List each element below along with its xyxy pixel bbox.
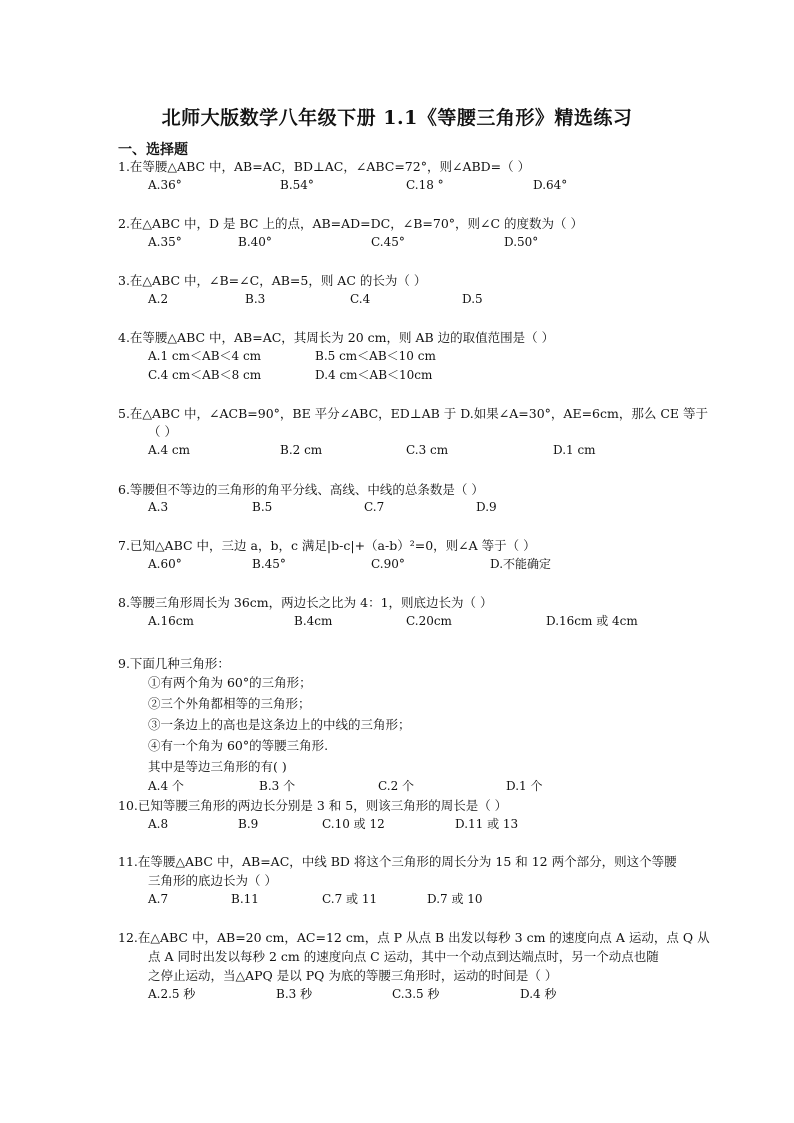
q7-option-a: A.60° xyxy=(148,557,182,571)
question-1: 1.在等腰△ABC 中，AB=AC，BD⊥AC，∠ABC=72°，则∠ABD=（ ） xyxy=(118,159,531,174)
q8-option-d: D.16cm 或 4cm xyxy=(546,614,638,628)
q12-option-b: B.3 秒 xyxy=(276,987,313,1001)
q9-statement-4: ④有一个角为 60°的等腰三角形. xyxy=(148,738,329,753)
section-heading: 一、选择题 xyxy=(118,142,188,158)
q9-option-b: B.3 个 xyxy=(259,779,296,793)
q8-option-c: C.20cm xyxy=(406,614,452,628)
q1-option-b: B.54° xyxy=(280,178,314,192)
q3-option-c: C.4 xyxy=(350,292,371,306)
q10-option-d: D.11 或 13 xyxy=(455,817,519,831)
question-12: 12.在△ABC 中，AB=20 cm，AC=12 cm，点 P 从点 B 出发以每秒 3 cm 的速度向点 A 运动，点 Q 从 xyxy=(118,930,710,945)
question-2: 2.在△ABC 中，D 是 BC 上的点，AB=AD=DC，∠B=70°，则∠C 的度数为（ ） xyxy=(118,216,584,231)
q5-option-a: A.4 cm xyxy=(148,443,191,457)
question-12-cont-1: 点 A 同时出发以每秒 2 cm 的速度向点 C 运动，其中一个动点到达端点时，另一个动点也随 xyxy=(148,949,659,964)
q8-option-a: A.16cm xyxy=(148,614,194,628)
q5-option-b: B.2 cm xyxy=(280,443,323,457)
q9-statement-1: ①有两个角为 60°的三角形； xyxy=(148,675,312,690)
q11-option-c: C.7 或 11 xyxy=(322,892,378,906)
q6-option-b: B.5 xyxy=(252,500,273,514)
q7-option-d: D.不能确定 xyxy=(490,557,552,571)
q10-option-c: C.10 或 12 xyxy=(322,817,385,831)
question-10: 10.已知等腰三角形的两边长分别是 3 和 5，则该三角形的周长是（ ） xyxy=(118,798,508,813)
q4-option-a: A.1 cm＜AB＜4 cm xyxy=(148,349,262,363)
q4-option-c: C.4 cm＜AB＜8 cm xyxy=(148,368,262,382)
q11-option-a: A.7 xyxy=(148,892,169,906)
q7-option-b: B.45° xyxy=(252,557,286,571)
q3-option-b: B.3 xyxy=(245,292,266,306)
q1-option-c: C.18 ° xyxy=(406,178,444,192)
question-12-cont-2: 之停止运动，当△APQ 是以 PQ 为底的等腰三角形时，运动的时间是（ ） xyxy=(148,968,558,983)
q8-option-b: B.4cm xyxy=(294,614,333,628)
q2-option-a: A.35° xyxy=(148,235,182,249)
q9-prompt: 其中是等边三角形的有( ) xyxy=(148,759,287,774)
q10-option-b: B.9 xyxy=(238,817,259,831)
question-5: 5.在△ABC 中，∠ACB=90°，BE 平分∠ABC，ED⊥AB 于 D.如果∠A=30°，AE=6cm，那么 CE 等于 xyxy=(118,406,708,421)
q1-option-a: A.36° xyxy=(148,178,182,192)
q6-option-d: D.9 xyxy=(476,500,497,514)
q9-statement-3: ③一条边上的高也是这条边上的中线的三角形； xyxy=(148,717,411,732)
question-7: 7.已知△ABC 中，三边 a，b，c 满足|b-c|+（a-b）²=0，则∠A 等于（ ） xyxy=(118,538,536,553)
question-11-cont: 三角形的底边长为（ ） xyxy=(148,873,277,888)
q11-option-b: B.11 xyxy=(231,892,259,906)
q3-option-a: A.2 xyxy=(148,292,169,306)
q9-statement-2: ②三个外角都相等的三角形； xyxy=(148,696,311,711)
q5-option-d: D.1 cm xyxy=(553,443,596,457)
q1-option-d: D.64° xyxy=(533,178,568,192)
q12-option-d: D.4 秒 xyxy=(520,987,557,1001)
q2-option-b: B.40° xyxy=(238,235,272,249)
q9-option-c: C.2 个 xyxy=(378,779,415,793)
q12-option-c: C.3.5 秒 xyxy=(392,987,440,1001)
q4-option-d: D.4 cm＜AB＜10cm xyxy=(315,368,433,382)
q5-option-c: C.3 cm xyxy=(406,443,449,457)
q2-option-d: D.50° xyxy=(504,235,539,249)
q2-option-c: C.45° xyxy=(371,235,405,249)
q11-option-d: D.7 或 10 xyxy=(427,892,483,906)
question-6: 6.等腰但不等边的三角形的角平分线、高线、中线的总条数是（ ） xyxy=(118,482,484,497)
question-4: 4.在等腰△ABC 中，AB=AC，其周长为 20 cm，则 AB 边的取值范围是（ ） xyxy=(118,330,555,345)
q6-option-c: C.7 xyxy=(364,500,385,514)
question-8: 8.等腰三角形周长为 36cm，两边长之比为 4：1，则底边长为（ ） xyxy=(118,595,493,610)
question-9: 9.下面几种三角形： xyxy=(118,656,230,671)
q9-option-d: D.1 个 xyxy=(506,779,543,793)
q6-option-a: A.3 xyxy=(148,500,169,514)
q9-option-a: A.4 个 xyxy=(148,779,184,793)
question-11: 11.在等腰△ABC 中，AB=AC，中线 BD 将这个三角形的周长分为 15 和 12 两个部分，则这个等腰 xyxy=(118,854,677,869)
page-title: 北师大版数学八年级下册 1.1《等腰三角形》精选练习 xyxy=(161,107,633,129)
question-3: 3.在△ABC 中，∠B=∠C，AB=5，则 AC 的长为（ ） xyxy=(118,273,427,288)
q10-option-a: A.8 xyxy=(148,817,169,831)
q4-option-b: B.5 cm＜AB＜10 cm xyxy=(315,349,436,363)
q7-option-c: C.90° xyxy=(371,557,405,571)
question-5-blank: （ ） xyxy=(148,424,177,439)
q3-option-d: D.5 xyxy=(462,292,483,306)
q12-option-a: A.2.5 秒 xyxy=(148,987,196,1001)
